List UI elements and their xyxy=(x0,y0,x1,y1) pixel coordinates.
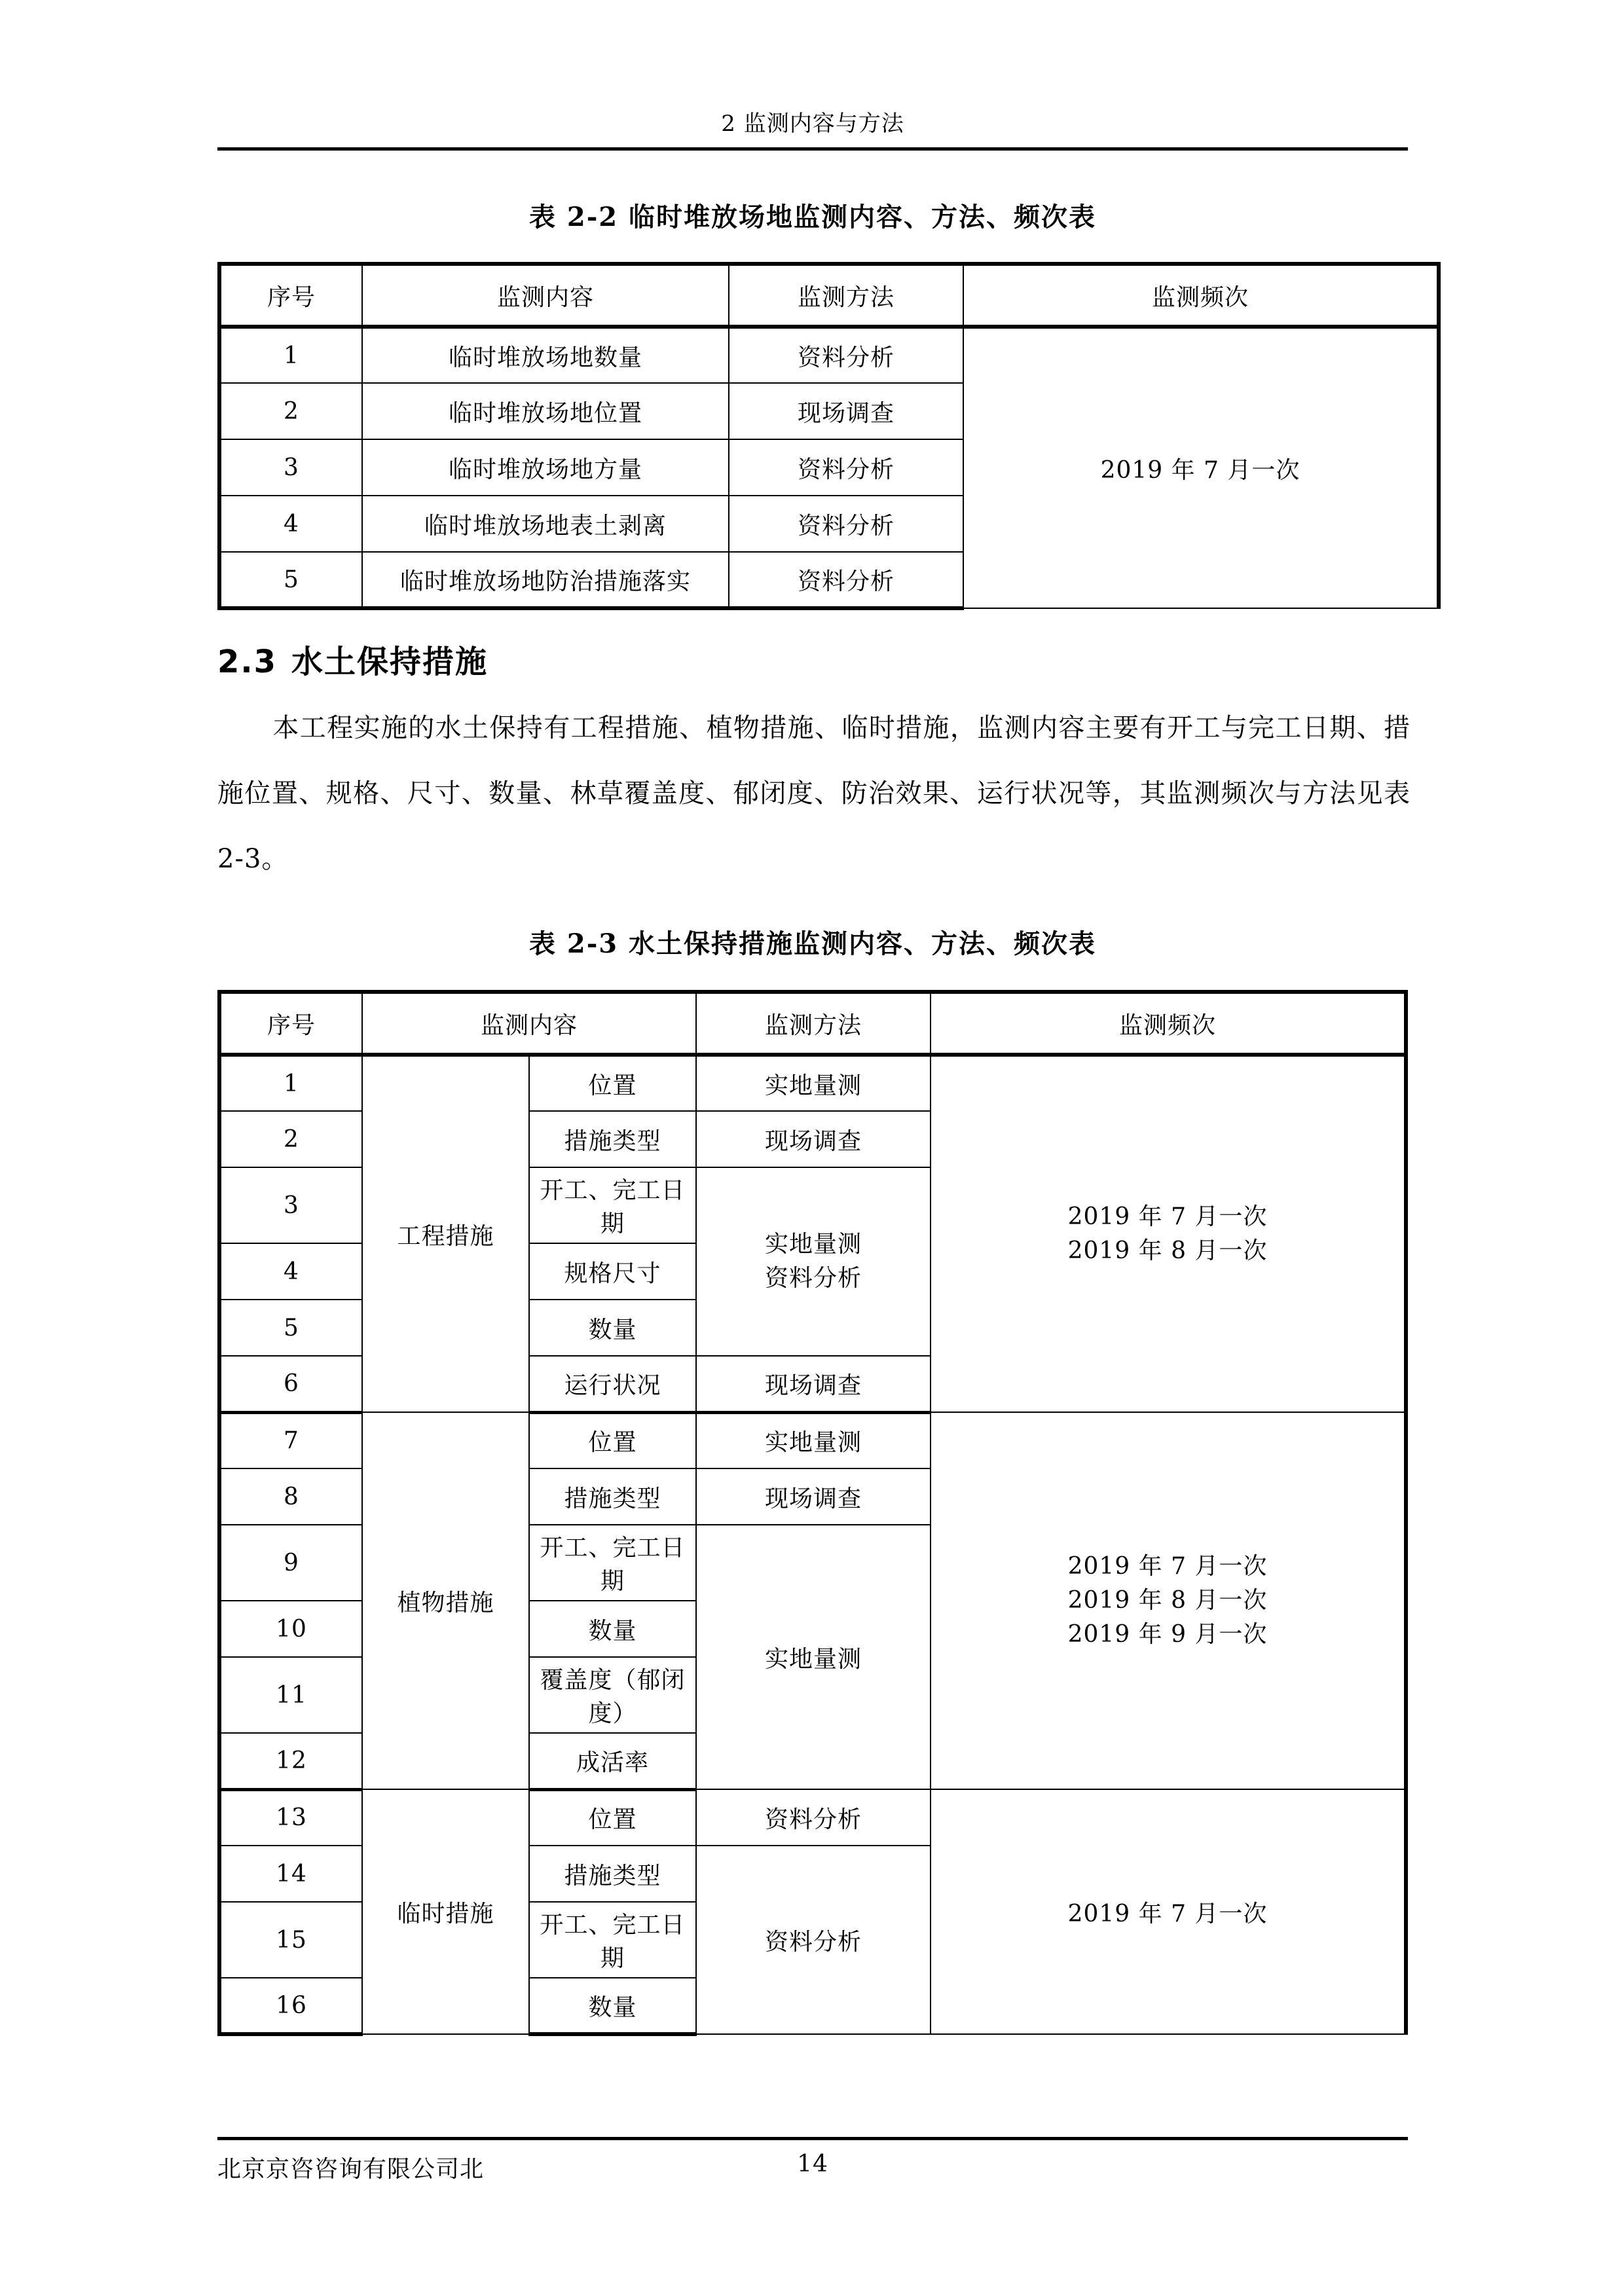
cell-method: 资料分析 xyxy=(729,327,963,383)
table-row xyxy=(219,1055,1406,1111)
cell-category: 工程措施 xyxy=(362,1055,529,1412)
cell-content: 临时堆放场地表土剥离 xyxy=(362,496,729,552)
table-2-3-header-row xyxy=(219,992,1406,1055)
column-header-method: 监测方法 xyxy=(696,992,931,1055)
table-2-2-caption: 表 2-2 临时堆放场地监测内容、方法、频次表 xyxy=(528,202,1097,232)
cell-index: 1 xyxy=(219,1055,362,1111)
cell-method: 资料分析 xyxy=(729,496,963,552)
running-header xyxy=(217,110,1408,151)
cell-content: 临时堆放场地防治措施落实 xyxy=(362,552,729,608)
section-paragraph xyxy=(217,695,1411,892)
frequency-line: 2019 年 7 月一次 xyxy=(1067,1203,1268,1230)
cell-content: 覆盖度（郁闭度） xyxy=(529,1657,696,1733)
cell-content: 位置 xyxy=(529,1789,696,1846)
section-number: 2.3 xyxy=(217,644,278,680)
cell-index: 16 xyxy=(219,1978,362,2034)
column-header-frequency: 监测频次 xyxy=(931,992,1406,1055)
cell-method: 现场调查 xyxy=(696,1111,931,1167)
running-header-title: 2 监测内容与方法 xyxy=(721,111,904,137)
frequency-line: 2019 年 9 月一次 xyxy=(1067,1621,1268,1649)
column-header-index: 序号 xyxy=(219,992,362,1055)
cell-content: 数量 xyxy=(529,1300,696,1356)
cell-index: 11 xyxy=(219,1657,362,1733)
cell-index: 1 xyxy=(219,327,362,383)
cell-content: 位置 xyxy=(529,1055,696,1111)
cell-index: 4 xyxy=(219,1243,362,1300)
column-header-index: 序号 xyxy=(219,264,362,327)
header-divider xyxy=(217,147,1408,151)
cell-method: 实地量测 xyxy=(696,1412,931,1468)
cell-index: 2 xyxy=(219,1111,362,1167)
cell-content: 措施类型 xyxy=(529,1846,696,1902)
cell-content: 规格尺寸 xyxy=(529,1243,696,1300)
cell-index: 3 xyxy=(219,1167,362,1243)
method-line: 实地量测 xyxy=(764,1230,862,1258)
column-header-content: 监测内容 xyxy=(362,992,696,1055)
cell-content: 措施类型 xyxy=(529,1111,696,1167)
table-2-3-caption: 表 2-3 水土保持措施监测内容、方法、频次表 xyxy=(528,928,1097,959)
table-row xyxy=(219,1412,1406,1468)
cell-index: 13 xyxy=(219,1789,362,1846)
cell-index: 12 xyxy=(219,1733,362,1789)
paragraph-text: 本工程实施的水土保持有工程措施、植物措施、临时措施，监测内容主要有开工与完工日期、措施位置、规格、尺寸、数量、林草覆盖度、郁闭度、防治效果、运行状况等，其监测频次与方法见表 2-3。 xyxy=(217,713,1411,874)
cell-content: 开工、完工日期 xyxy=(529,1525,696,1601)
cell-index: 14 xyxy=(219,1846,362,1902)
cell-content: 运行状况 xyxy=(529,1356,696,1412)
cell-method: 资料分析 xyxy=(729,552,963,608)
cell-content: 临时堆放场地数量 xyxy=(362,327,729,383)
footer-page-number: 14 xyxy=(797,2151,828,2178)
cell-index: 10 xyxy=(219,1601,362,1657)
cell-category: 临时措施 xyxy=(362,1789,529,2034)
method-line: 资料分析 xyxy=(764,1265,862,1292)
cell-method: 实地量测 xyxy=(696,1525,931,1789)
cell-index: 5 xyxy=(219,552,362,608)
cell-index: 2 xyxy=(219,383,362,439)
table-2-3 xyxy=(217,990,1408,2036)
section-title: 水土保持措施 xyxy=(291,644,489,680)
cell-method: 现场调查 xyxy=(696,1468,931,1525)
cell-method: 实地量测 xyxy=(696,1055,931,1111)
cell-index: 4 xyxy=(219,496,362,552)
cell-index: 15 xyxy=(219,1902,362,1978)
cell-frequency: 2019 年 7 月一次 xyxy=(963,327,1439,608)
frequency-line: 2019 年 8 月一次 xyxy=(1067,1237,1268,1264)
cell-method xyxy=(696,1167,931,1356)
frequency-line: 2019 年 7 月一次 xyxy=(1067,1552,1268,1580)
cell-content: 数量 xyxy=(529,1978,696,2034)
cell-content: 临时堆放场地方量 xyxy=(362,439,729,496)
cell-content: 数量 xyxy=(529,1601,696,1657)
cell-content: 开工、完工日期 xyxy=(529,1167,696,1243)
cell-method: 现场调查 xyxy=(696,1356,931,1412)
footer-divider xyxy=(217,2137,1408,2140)
cell-content: 成活率 xyxy=(529,1733,696,1789)
table-2-2-header-row xyxy=(219,264,1439,327)
table-row xyxy=(219,1789,1406,1846)
cell-index: 7 xyxy=(219,1412,362,1468)
cell-method: 资料分析 xyxy=(696,1789,931,1846)
cell-index: 8 xyxy=(219,1468,362,1525)
frequency-line: 2019 年 8 月一次 xyxy=(1067,1586,1268,1614)
cell-index: 3 xyxy=(219,439,362,496)
table-2-2 xyxy=(217,262,1441,610)
cell-content: 临时堆放场地位置 xyxy=(362,383,729,439)
cell-content: 开工、完工日期 xyxy=(529,1902,696,1978)
cell-method: 现场调查 xyxy=(729,383,963,439)
section-heading-2-3 xyxy=(217,636,1408,682)
cell-method: 资料分析 xyxy=(729,439,963,496)
cell-index: 5 xyxy=(219,1300,362,1356)
cell-frequency xyxy=(931,1055,1406,1412)
table-row xyxy=(219,327,1439,383)
cell-frequency xyxy=(931,1412,1406,1789)
column-header-frequency: 监测频次 xyxy=(963,264,1439,327)
cell-method: 资料分析 xyxy=(696,1846,931,2034)
cell-category: 植物措施 xyxy=(362,1412,529,1789)
cell-content: 措施类型 xyxy=(529,1468,696,1525)
cell-frequency: 2019 年 7 月一次 xyxy=(931,1789,1406,2034)
footer-company-name: 北京京咨咨询有限公司北 xyxy=(217,2156,485,2183)
cell-content: 位置 xyxy=(529,1412,696,1468)
column-header-method: 监测方法 xyxy=(729,264,963,327)
column-header-content: 监测内容 xyxy=(362,264,729,327)
page-footer xyxy=(217,2137,1408,2187)
cell-index: 6 xyxy=(219,1356,362,1412)
cell-index: 9 xyxy=(219,1525,362,1601)
